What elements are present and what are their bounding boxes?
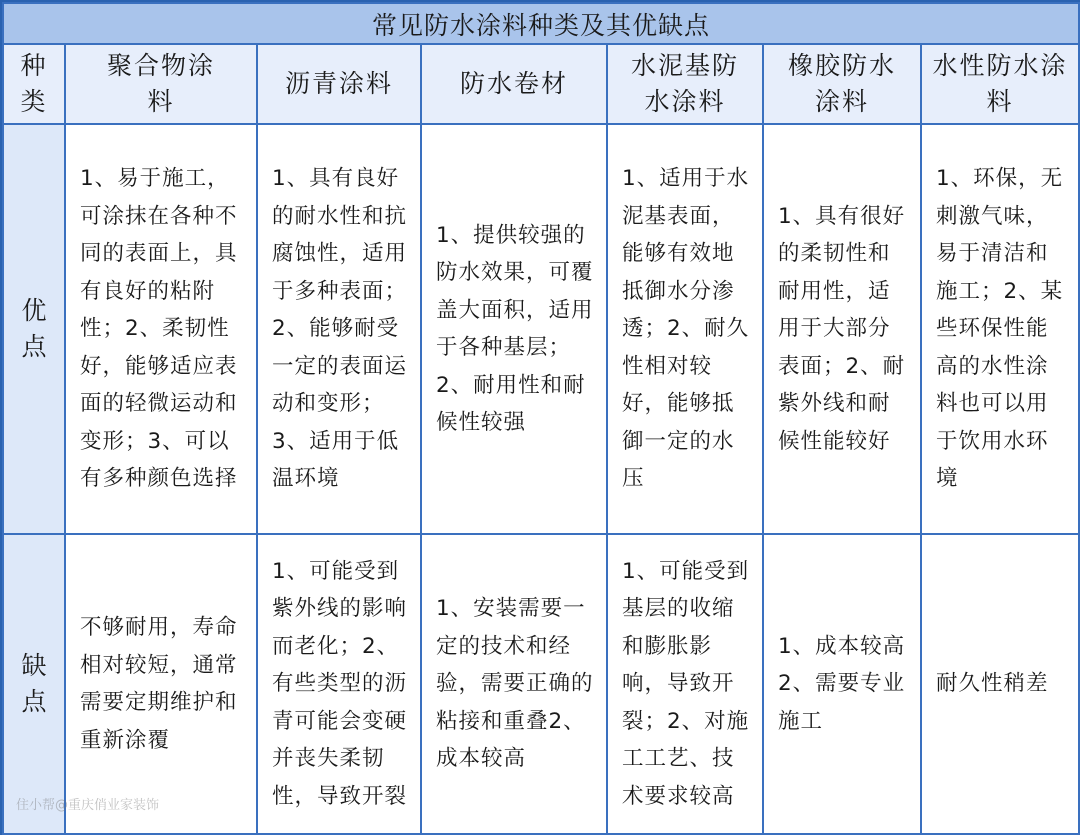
column-header-polymer: 聚合物涂料: [65, 44, 257, 124]
cons-membrane: 1、安装需要一定的技术和经验，需要正确的粘接和重叠2、成本较高: [421, 534, 607, 834]
row-label-cons-line-2: 点: [21, 687, 47, 716]
cons-cement: 1、可能受到基层的收缩和膨胀影响，导致开裂；2、对施工工艺、技术要求较高: [607, 534, 763, 834]
row-label-pros-line-1: 优: [21, 296, 47, 325]
row-label-cons: [3, 534, 65, 834]
pros-cement: 1、适用于水泥基表面，能够有效地抵御水分渗透；2、耐久性相对较好，能够抵御一定的水压: [607, 124, 763, 534]
corner-label-line-1: 种: [20, 51, 48, 80]
corner-label: [3, 44, 65, 124]
pros-polymer: 1、易于施工，可涂抹在各种不同的表面上，具有良好的粘附性；2、柔韧性好，能够适应表面的轻微运动和变形；3、可以有多种颜色选择: [65, 124, 257, 534]
watermark: 住小帮@重庆俏业家装饰: [16, 798, 160, 813]
table-row-pros: [3, 124, 1079, 534]
column-header-rubber: 橡胶防水涂料: [763, 44, 921, 124]
row-label-pros: [3, 124, 65, 534]
column-header-asphalt: 沥青涂料: [257, 44, 421, 124]
row-label-cons-line-1: 缺: [21, 651, 47, 680]
cons-rubber: 1、成本较高2、需要专业施工: [763, 534, 921, 834]
corner-label-line-2: 类: [20, 87, 48, 116]
column-header-membrane: 防水卷材: [421, 44, 607, 124]
pros-membrane: 1、提供较强的防水效果，可覆盖大面积，适用于各种基层；2、耐用性和耐候性较强: [421, 124, 607, 534]
column-header-cement: 水泥基防水涂料: [607, 44, 763, 124]
coating-comparison-table: [2, 2, 1080, 835]
table-row-cons: [3, 534, 1079, 834]
cons-asphalt: 1、可能受到紫外线的影响而老化；2、有些类型的沥青可能会变硬并丧失柔韧性，导致开裂: [257, 534, 421, 834]
column-header-waterborne: 水性防水涂料: [921, 44, 1079, 124]
cons-polymer: 不够耐用，寿命相对较短，通常需要定期维护和重新涂覆: [65, 534, 257, 834]
pros-rubber: 1、具有很好的柔韧性和耐用性，适用于大部分表面；2、耐紫外线和耐候性能较好: [763, 124, 921, 534]
cons-waterborne: 耐久性稍差: [921, 534, 1079, 834]
table-title: 常见防水涂料种类及其优缺点: [3, 3, 1079, 44]
pros-waterborne: 1、环保，无刺激气味，易于清洁和施工；2、某些环保性能高的水性涂料也可以用于饮用水环境: [921, 124, 1079, 534]
pros-asphalt: 1、具有良好的耐水性和抗腐蚀性，适用于多种表面；2、能够耐受一定的表面运动和变形；3、适用于低温环境: [257, 124, 421, 534]
header-row: [3, 44, 1079, 124]
row-label-pros-line-2: 点: [21, 332, 47, 361]
